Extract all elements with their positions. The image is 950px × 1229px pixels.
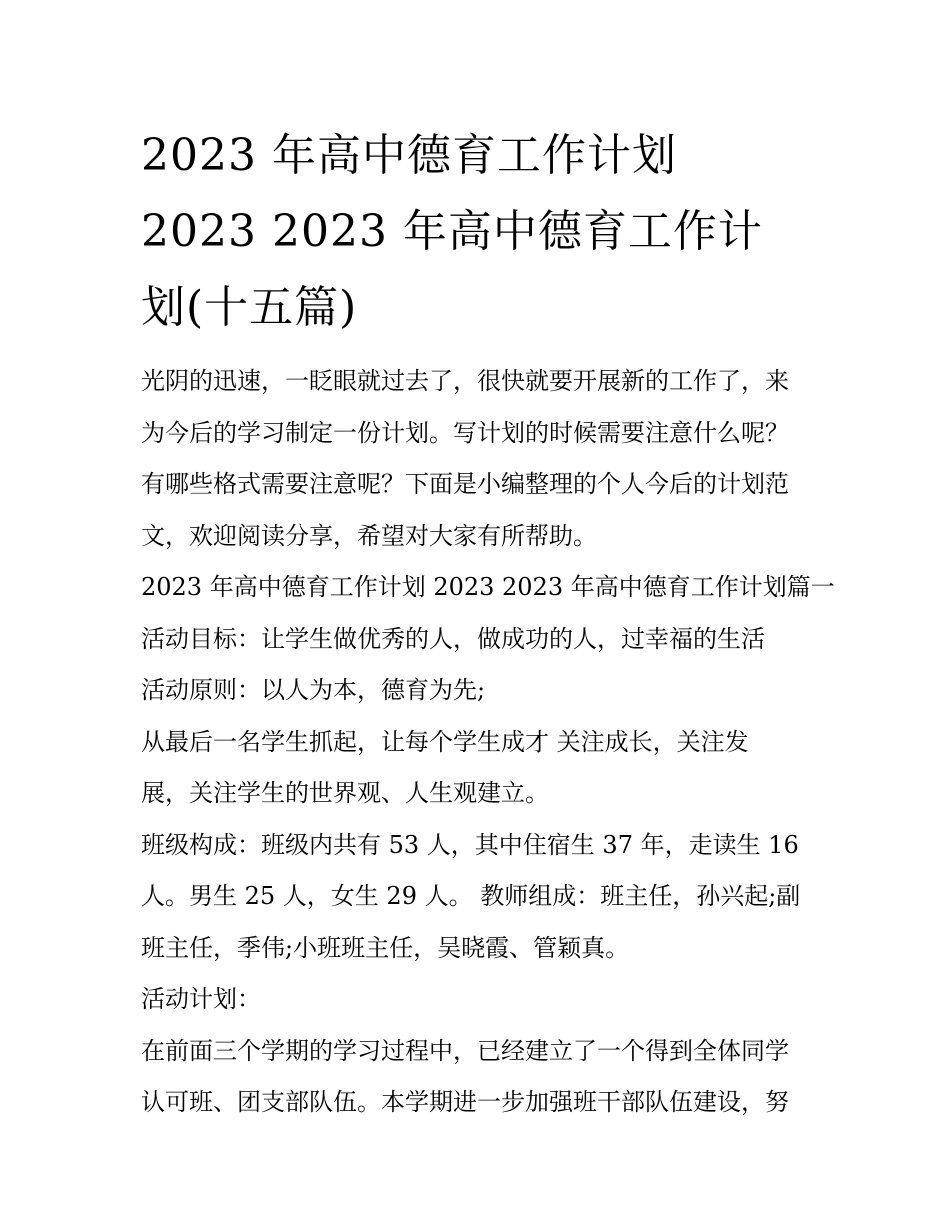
body-line: 在前面三个学期的学习过程中，已经建立了一个得到全体同学 <box>141 1036 789 1065</box>
body-line: 活动计划： <box>141 985 261 1013</box>
body-line: 2023 年高中德育工作计划 2023 2023 年高中德育工作计划篇一 <box>141 573 835 601</box>
body-line: 有哪些格式需要注意呢？下面是小编整理的个人今后的计划范 <box>141 470 789 498</box>
body-line: 班级构成：班级内共有 53 人，其中住宿生 37 年，走读生 16 <box>141 830 799 859</box>
body-line: 活动原则：以人为本，德育为先; <box>141 676 486 704</box>
title-line: 2023 年高中德育工作计划 <box>141 130 677 181</box>
body-line: 人。男生 25 人，女生 29 人。 教师组成：班主任，孙兴起;副 <box>141 882 801 910</box>
body-line: 展，关注学生的世界观、人生观建立。 <box>141 779 549 807</box>
title-line: 划(十五篇) <box>141 282 358 333</box>
body-line: 从最后一名学生抓起，让每个学生成才 关注成长，关注发 <box>141 727 749 756</box>
body-line: 班主任，季伟;小班班主任，吴晓霞、管颖真。 <box>141 933 630 962</box>
document-title <box>141 118 781 346</box>
body-line: 认可班、团支部队伍。本学期进一步加强班干部队伍建设，努 <box>141 1088 789 1116</box>
title-line: 2023 2023 年高中德育工作计 <box>141 206 763 257</box>
document-body <box>141 356 835 1129</box>
body-line: 为今后的学习制定一份计划。写计划的时候需要注意什么呢？ <box>141 418 789 447</box>
body-line: 文，欢迎阅读分享，希望对大家有所帮助。 <box>141 521 597 550</box>
body-line: 活动目标：让学生做优秀的人，做成功的人，过幸福的生活 <box>141 624 765 653</box>
body-line: 光阴的迅速，一眨眼就过去了，很快就要开展新的工作了，来 <box>141 367 789 395</box>
